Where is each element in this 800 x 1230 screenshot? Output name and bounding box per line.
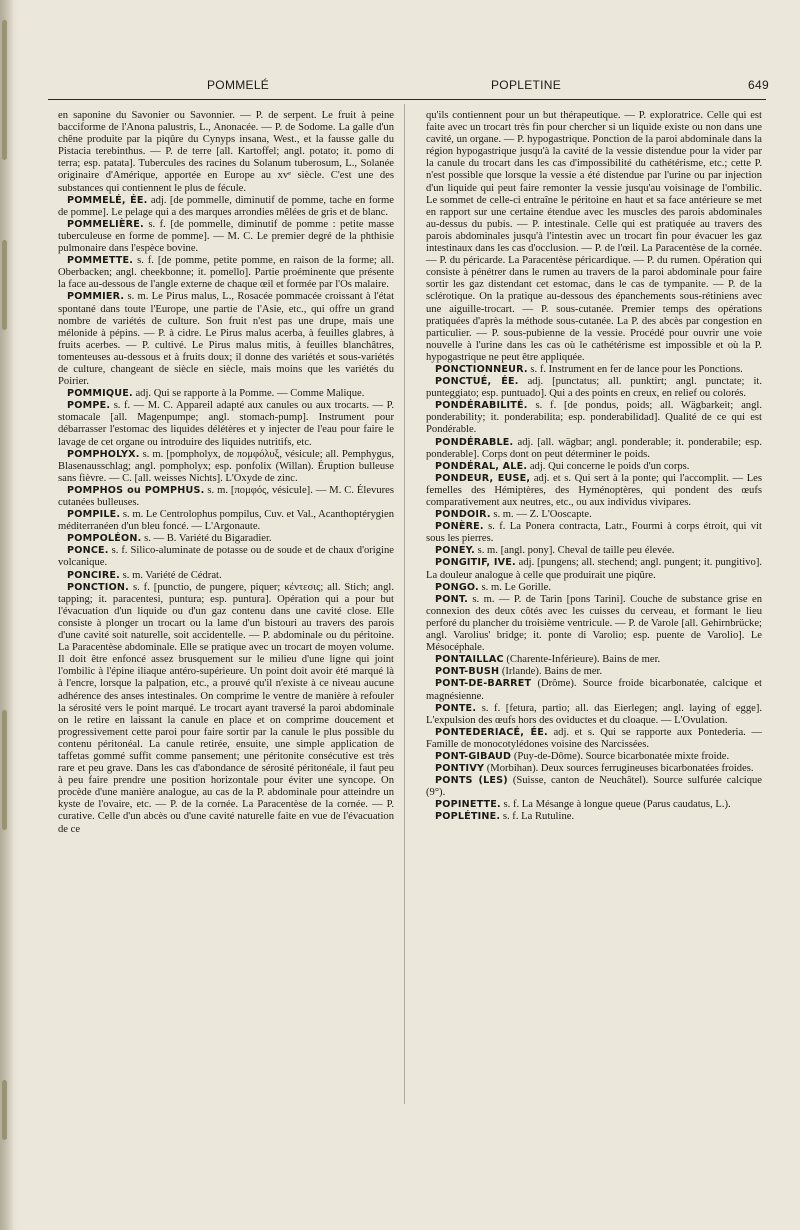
entry-headword: POPLÉTINE.	[435, 811, 501, 823]
entry-headword: POMPOLÉON.	[67, 533, 142, 545]
entry-headword: POMPILE.	[67, 509, 121, 521]
entry-text: s. f. La Mésange à longue queue (Parus caudatus, L.).	[503, 799, 731, 811]
page-edge-stain	[2, 1080, 7, 1140]
entry-text: s. f. [punctio, de pungere, piquer; κέντεσις; all. Stich; angl. tapping; it. paracentesi, puntura; esp. puntura]. Opération qui a pour but l'évacuation d'un liquide ou d'un gaz contenu dans une cavité close. Elle consiste à plonger un trocart ou la lame d'un bistouri au travers des parois d'une cavité soit naturelle, soit accidentelle. — P. abdominale ou du péritoine. La Paracentèse abdominale. Elle se pratique avec un trocart de moyen volume. Il doit être enfoncé assez brusquement sur le milieu d'une ligne qui joint l'ombilic à l'épine iliaque antéro-supérieure. Un point doit avoir été marqué là à l'encre, lorsque la palpation, etc., a prouvé qu'il n'existe à ce niveau aucune adhérence des anses intestinales. On comprime le ventre de manière à refouler la sérosité vers le point marqué. Le trocart ayant traversé la paroi abdominale on le retire en laissant la canule en place et on comprime doucement et progressivement cette paroi pour faire sortir par la canule le plus possible du contenu péritonéal. La canule retirée, ensuite, une simple application de taffetas gommé suffit comme pansement; une péritonite consécutive est très rare et peu grave. Dans les cas d'abondance de sérosité péritonéale, il faut peu à peu faire prendre une position horizontale pour éviter une syncope. On procède d'une manière analogue, au cas de la P. abdominale pour atteindre un kyste de l'ovaire, etc. — P. de la cornée. La Paracentèse de la cornée. — P. curative. Celle d'un abcès ou d'une cavité naturelle faite en vue de l'évacuation de ce	[58, 581, 394, 835]
dictionary-entry	[58, 509, 394, 533]
dictionary-entry	[426, 582, 762, 594]
entry-text: s. f. — M. C. Appareil adapté aux canules ou aux trocarts. — P. stomacale [all. Magenpumpe; angl. stomach-pump]. Instrument pour débarrasser l'estomac des liquides délétères et y injecter de l'eau pour faire le lavage de cet organe ou introduire des liquides nutritifs, etc.	[58, 400, 394, 448]
entry-text: s. f. La Rutuline.	[502, 811, 575, 823]
entry-headword: PONTAILLAC	[435, 654, 504, 666]
header-rule	[48, 99, 766, 100]
entry-text: adj. Qui se rapporte à la Pomme. — Comme Malique.	[135, 388, 365, 400]
entry-text: s. f. La Ponera contracta, Latr., Fourmi à corps étroit, qui vit sous les pierres.	[426, 521, 762, 545]
dictionary-entry	[426, 364, 762, 376]
entry-text: s. m. [πομφός, vésicule]. — M. C. Élevures cutanées bulleuses.	[58, 484, 394, 508]
dictionary-entry	[426, 727, 762, 751]
entry-text: s. m. — Z. L'Ooscapte.	[493, 509, 592, 521]
dictionary-entry	[426, 594, 762, 654]
entry-headword: POMPHOLYX.	[67, 448, 140, 460]
entry-text: s. f. [de pommelle, diminutif de pomme : petite masse tuberculeuse en forme de pomme]. — M. C. Le premier degré de la phthisie pulmonaire dans l'espèce bovine.	[58, 218, 394, 255]
entry-text: s. f. [de pondus, poids; all. Wägbarkeit; angl. ponderability; it. ponderabilita; esp. ponderabilidad]. Qualité de ce qui est Pondérable.	[426, 400, 762, 436]
dictionary-entry	[58, 533, 394, 545]
entry-text: s. f. [fetura, partio; all. das Eierlegen; angl. laying of egge]. L'expulsion des œufs hors des oviductes et du cloaque. — L'Ovulation.	[426, 702, 762, 726]
dictionary-entry	[426, 437, 762, 461]
entry-headword: PONCE.	[67, 545, 109, 557]
entry-text: s. f. Instrument en fer de lance pour les Ponctions.	[530, 363, 743, 375]
entry-text: (Drôme). Source froide bicarbonatée, calcique et magnésienne.	[426, 678, 762, 702]
dictionary-entry	[58, 485, 394, 509]
dictionary-entry	[58, 255, 394, 291]
entry-text: adj. [pungens; all. stechend; angl. pungent; it. pungitivo]. La douleur analogue à celle que produirait une piqûre.	[426, 557, 762, 581]
entry-text: adj. et s. Qui se rapporte aux Pontederia. — Famille de monocotylédones voisine des Narcissées.	[426, 726, 763, 750]
entry-text: qu'ils contiennent pour un but thérapeutique. — P. exploratrice. Celle qui est faite avec un trocart très fin pour chercher si un liquide existe ou non dans une cavité, un organe. — P. hypogastrique. Ponction de la paroi abdominale dans la région hypogastrique jusqu'à la cavité de la vessie distendue pour la vider par la canule du trocart dans les cas d'impossibilité du cathétérisme, etc.; cette P. n'est possible que lorsque la vessie a été distendue par l'urine ou par injection d'un liquide qui peut faire remonter la vessie jusqu'au voisinage de l'ombilic. Le sommet de celle-ci entraîne le péritoine en haut et sa face antérieure se met en rapport sur une certaine étendue avec les muscles des parois abdominales au-dessus du pubis. — P. intestinale. Celle qui est pratiquée au travers des parois abdominales jusqu'à l'intestin avec un trocart fin pour évacuer les gaz intestinaux dans les cas d'occlusion. — P. de l'œil. La Paracentèse de la cornée. — P. du péricarde. La Paracentèse péricardique. — P. du rumen. Opération qui consiste à pénétrer dans le rumen au travers de la paroi abdominale pour faire sortir les gaz distendant cet estomac, dans le cas de tympanite. — P. de la sclérotique. On la pratique au-dessous des épanchements sous-rétiniens avec une aiguille-trocart. — P. sous-cutanée. Premier temps des opérations pratiquées d'après la méthode sous-cutanée. La P. des abcès par congestion en particulier. — P. sous-pubienne de la vessie. Procédé pour ouvrir une voie nouvelle à l'urine dans les cas où le cathétérisme est impossible et où la P. hypogastrique ne peut être appliquée.	[426, 110, 762, 363]
dictionary-entry	[58, 400, 394, 448]
dictionary-entry	[426, 400, 762, 436]
dictionary-entry	[426, 799, 762, 811]
page-edge-stain	[2, 710, 7, 830]
entry-headword: PONDEUR, EUSE,	[435, 472, 531, 484]
entry-text: s. m. Le Pirus malus, L., Rosacée pommacée croissant à l'état spontané dans toute l'Europe, une partie de l'Asie, etc., qui offre un grand nombre de variétés de culture. Son fruit n'est pas une drupe, mais une mélonide à pépins. — P. à cidre. Le Pirus malus acerba, à feuilles glabres, à fruits acerbes. — P. cultivé. Le Pirus malus mitis, à feuilles blanchâtres, tomenteuses au-dessous et à fruits doux; il donne des variétés et sous-variétés de culture, changeant de siècle en siècle, mais moins que les variétés du Poirier.	[58, 291, 395, 388]
entry-text: adj. et s. Qui sert à la ponte; qui l'accomplit. — Les femelles des Hémiptères, des Hyménoptères, qui pondent des œufs comparativement aux neutres, etc., ou aux individus vivipares.	[426, 472, 762, 508]
entry-headword: POMMIQUE.	[67, 388, 133, 400]
entry-text: s. m. Variété de Cédrat.	[122, 569, 222, 581]
entry-headword: POMMELÉ, ÉE.	[67, 194, 148, 206]
entry-text: s. f. Silico-aluminate de potasse ou de soude et de chaux d'origine volcanique.	[58, 545, 394, 569]
dictionary-entry	[426, 557, 762, 581]
entry-headword: POMPHOS ou POMPHUS.	[67, 484, 205, 496]
entry-headword: PONT-BUSH	[435, 666, 500, 678]
dictionary-entry	[426, 654, 762, 666]
entry-text: s. m. Le Gorille.	[481, 581, 551, 593]
running-header	[0, 78, 800, 94]
entry-text: s. f. [de pomme, petite pomme, en raison de la forme; all. Oberbacken; angl. cheekbonne; it. pomello]. Partie proéminente que présente la face au-dessous de l'angle externe de chaque œil et formée par l'Os malaire.	[58, 255, 394, 291]
entry-text: (Puy-de-Dôme). Source bicarbonatée mixte froide.	[513, 750, 730, 762]
entry-headword: POPINETTE.	[435, 799, 501, 811]
header-left-title: POMMELÉ	[207, 78, 270, 92]
column-divider	[404, 104, 405, 1104]
entry-text: adj. [punctatus; all. punktirt; angl. punctate; it. punteggiato; esp. puntuado]. Qui a des points en creux, en relief ou colorés.	[426, 376, 763, 400]
dictionary-entry	[426, 751, 762, 763]
right-column	[426, 110, 762, 824]
entry-text: adj. [all. wägbar; angl. ponderable; it. ponderabile; esp. ponderable]. Corps dont on peut déterminer le poids.	[426, 436, 762, 460]
entry-text: s. m. [angl. pony]. Cheval de taille peu élevée.	[477, 545, 675, 557]
entry-headword: PONDÉRABLE.	[435, 436, 514, 448]
entry-text: en saponine du Savonier ou Savonnier. — P. de serpent. Le fruit à peine bacciforme de l'Anona palustris, L., Anonacée. — P. de Sodome. La galle d'un chêne produite par la piqûre du Cynyps insana, West., et la fausse galle du Pistacia terebinthus. — P. de terre [all. Kartoffel; angl. potato; it. pomo di terra; esp. patata]. Tubercules des racines du Solanum tuberosum, L., Solanée originaire d'Amérique, apportée en Europe au xvᵉ siècle. C'est une des substances qui contiennent le plus de fécule.	[58, 110, 394, 194]
entry-text: (Irlande). Bains de mer.	[501, 666, 603, 678]
entry-text: adj. Qui concerne le poids d'un corps.	[529, 460, 690, 472]
entry-headword: PONÈRE.	[435, 521, 484, 533]
entry-text: (Suisse, canton de Neuchâtel). Source sulfurée calcique (9°).	[426, 775, 763, 799]
dictionary-entry	[426, 521, 762, 545]
dictionary-entry	[426, 376, 762, 400]
entry-headword: PONTEDERIACÉ, ÉE.	[435, 726, 548, 738]
dictionary-entry	[426, 763, 762, 775]
entry-headword: PONDOIR.	[435, 509, 491, 521]
entry-text: adj. [de pommelle, diminutif de pomme, tache en forme de pomme]. Le pelage qui a des marques arrondies mêlées de gris et de blanc.	[58, 194, 394, 218]
entry-text: s. m. — P. de Tarin [pons Tarini]. Couche de substance grise en connexion des deux côtés avec les cuisses du cerveau, et formant le lieu perforé du plancher du troisième ventricule. — P. de Varole [all. Gehirnbrücke; angl. Varolius' bridge; it. ponte di Varolio; esp. puente de Varolio]. Le Mésocéphale.	[426, 593, 762, 654]
dictionary-entry	[58, 195, 394, 219]
entry-text: s. — B. Variété du Bigaradier.	[144, 533, 272, 545]
entry-text: s. m. Le Centrolophus pompilus, Cuv. et Val., Acanthoptérygien méditerranéen d'un bleu foncé. — L'Argonaute.	[58, 509, 394, 533]
entry-headword: POMMELIÈRE.	[67, 218, 144, 230]
entry-headword: PONTE.	[435, 702, 477, 714]
dictionary-entry	[58, 110, 394, 195]
entry-headword: PONEY.	[435, 545, 475, 557]
entry-headword: PONTS (LES)	[435, 775, 508, 787]
entry-text: (Morbihan). Deux sources ferrugineuses bicarbonatées froides.	[486, 763, 754, 775]
dictionary-entry	[426, 703, 762, 727]
dictionary-entry	[58, 449, 394, 485]
entry-headword: POMPE.	[67, 400, 111, 412]
dictionary-entry	[426, 461, 762, 473]
entry-headword: PONGITIF, IVE.	[435, 557, 516, 569]
dictionary-entry	[58, 219, 394, 255]
entry-headword: PONDÉRAL, ALE.	[435, 460, 528, 472]
dictionary-entry	[426, 545, 762, 557]
entry-headword: PONT-GIBAUD	[435, 750, 512, 762]
entry-headword: PONCTIONNEUR.	[435, 363, 528, 375]
book-gutter-shadow	[0, 0, 14, 1230]
page-edge-stain	[2, 240, 7, 330]
entry-headword: PONCTUÉ, ÉE.	[435, 376, 519, 388]
entry-text: s. m. [pompholyx, de πομφόλυξ, vésicule; all. Pemphygus, Blasenausschlag; angl. pompholyx; esp. ponfolix (Willan). Éruption bulleuse sans fièvre. — C. [all. weisses Nichts]. L'Oxyde de zinc.	[58, 448, 394, 484]
dictionary-entry	[58, 291, 394, 388]
header-right-title: POPLETINE	[491, 78, 562, 92]
dictionary-entry	[58, 545, 394, 569]
dictionary-entry	[426, 110, 762, 364]
entry-text: (Charente-Inférieure). Bains de mer.	[506, 654, 661, 666]
dictionary-entry	[426, 775, 762, 799]
dictionary-entry	[426, 811, 762, 823]
entry-headword: POMMIER.	[67, 291, 125, 303]
dictionary-entry	[58, 582, 394, 836]
entry-headword: PONTIVY	[435, 763, 485, 775]
entry-headword: PONGO.	[435, 581, 479, 593]
entry-headword: PONCTION.	[67, 581, 129, 593]
entry-headword: PONT.	[435, 593, 468, 605]
dictionary-entry	[426, 666, 762, 678]
entry-headword: PONCIRE.	[67, 569, 121, 581]
dictionary-entry	[426, 678, 762, 702]
dictionary-entry	[58, 570, 394, 582]
entry-headword: POMMETTE.	[67, 255, 134, 267]
dictionary-entry	[426, 473, 762, 509]
entry-headword: PONT-DE-BARRET	[435, 678, 532, 690]
page-number: 649	[748, 78, 769, 92]
left-column	[58, 110, 394, 836]
dictionary-entry	[58, 388, 394, 400]
entry-headword: PONDÉRABILITÉ.	[435, 400, 528, 412]
dictionary-entry	[426, 509, 762, 521]
